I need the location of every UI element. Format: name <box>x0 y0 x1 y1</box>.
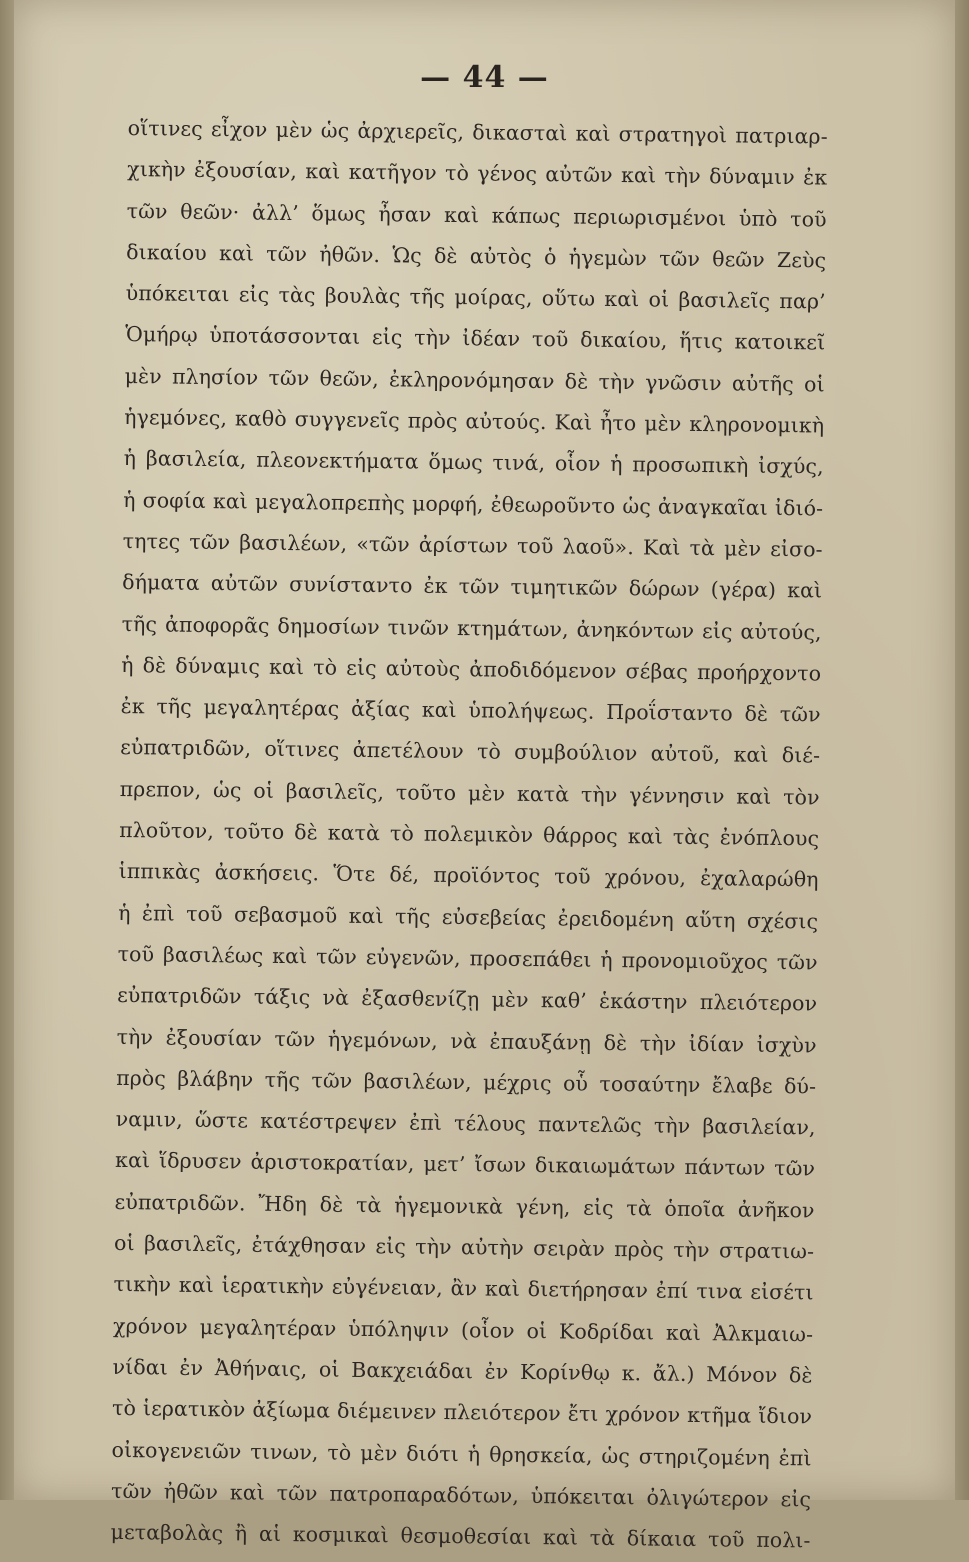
text-line: ἡ βασιλεία, πλεονεκτήματα ὅμως τινά, οἷον ἡ προσωπικὴ ἰσχύς, <box>123 446 824 479</box>
page-number: — 44 — <box>420 60 549 95</box>
text-line: ἡγεμόνες, καθὸ συγγενεῖς πρὸς αὐτούς. Καὶ ἦτο μὲν κληρονομικὴ <box>124 405 825 438</box>
text-line: χικὴν ἐξουσίαν, καὶ κατῆγον τὸ γένος αὐτῶν καὶ τὴν δύναμιν ἐκ <box>127 157 828 190</box>
text-line: πρὸς βλάβην τῆς τῶν βασιλέων, μέχρις οὗ τοσαύτην ἔλαβε δύ- <box>116 1065 817 1099</box>
text-line: εὐπατριδῶν τάξις νὰ ἐξασθενίζῃ μὲν καθ’ ἑκάστην πλειότερον <box>117 983 818 1016</box>
text-line: ἱππικὰς ἀσκήσεις. Ὅτε δέ, προϊόντος τοῦ χρόνου, ἐχαλαρώθη <box>118 859 819 892</box>
text-line: πρεπον, ὡς οἱ βασιλεῖς, τοῦτο μὲν κατὰ τὴν γέννησιν καὶ τὸν <box>119 776 820 810</box>
text-line: ἐκ τῆς μεγαλητέρας ἀξίας καὶ ὑπολήψεως. Προΐσταντο δὲ τῶν <box>120 694 821 727</box>
text-line: εὐπατριδῶν. Ἤδη δὲ τὰ ἡγεμονικὰ γένη, εἰς τὰ ὁποῖα ἀνῆκον <box>114 1189 815 1223</box>
text-line: χρόνον μεγαλητέραν ὑπόληψιν (οἷον οἱ Κοδρίδαι καὶ Ἀλκμαιω- <box>112 1313 814 1347</box>
text-line: τὸ ἱερατικὸν ἀξίωμα διέμεινεν πλειότερον ἔτι χρόνον κτῆμα ἴδιον <box>111 1396 813 1429</box>
text-line: ὑπόκειται εἰς τὰς βουλὰς τῆς μοίρας, οὕτω καὶ οἱ βασιλεῖς παρ’ <box>125 281 826 314</box>
body-text <box>110 108 828 1562</box>
text-line: ναμιν, ὥστε κατέστρεψεν ἐπὶ τέλους παντελῶς τὴν βασιλείαν, <box>115 1107 816 1140</box>
text-line: οἱ βασιλεῖς, ἐτάχθησαν εἰς τὴν αὐτὴν σειρὰν πρὸς τὴν στρατιω- <box>113 1230 815 1264</box>
text-line: πλοῦτον, τοῦτο δὲ κατὰ τὸ πολεμικὸν θάρρος καὶ τὰς ἐνόπλους <box>119 817 820 851</box>
text-line: τικὴν καὶ ἱερατικὴν εὐγένειαν, ἂν καὶ διετήρησαν ἐπί τινα εἰσέτι <box>113 1272 814 1305</box>
text-line: τῶν ἠθῶν καὶ τῶν πατροπαραδότων, ὑπόκειται ὀλιγώτερον εἰς <box>110 1478 812 1512</box>
text-line: οἵτινες εἶχον μὲν ὡς ἀρχιερεῖς, δικασταὶ καὶ στρατηγοὶ πατριαρ- <box>127 115 828 149</box>
text-line: εὐπατριδῶν, οἵτινες ἀπετέλουν τὸ συμβούλιον αὐτοῦ, καὶ διέ- <box>120 735 821 768</box>
text-line: μεταβολὰς ἢ αἱ κοσμικαὶ θεσμοθεσίαι καὶ τὰ δίκαια τοῦ πολι- <box>110 1519 811 1553</box>
text-line: δικαίου καὶ τῶν ἠθῶν. Ὡς δὲ αὐτὸς ὁ ἡγεμὼν τῶν θεῶν Ζεὺς <box>126 239 827 273</box>
text-line: δήματα αὐτῶν συνίσταντο ἐκ τῶν τιμητικῶν δώρων (γέρα) καὶ <box>122 570 823 603</box>
text-line: ἡ δὲ δύναμις καὶ τὸ εἰς αὐτοὺς ἀποδιδόμενον σέβας προήρχοντο <box>121 652 822 686</box>
text-line: Ὁμήρῳ ὑποτάσσονται εἰς τὴν ἰδέαν τοῦ δικαίου, ἥτις κατοικεῖ <box>125 322 826 356</box>
text-line: ἡ ἐπὶ τοῦ σεβασμοῦ καὶ τῆς εὐσεβείας ἐρειδομένη αὕτη σχέσις <box>118 900 819 934</box>
text-line: τῶν θεῶν· ἀλλ’ ὅμως ἦσαν καὶ κάπως περιωρισμένοι ὑπὸ τοῦ <box>126 198 827 232</box>
text-line: καὶ ἵδρυσεν ἀριστοκρατίαν, μετ’ ἴσων δικαιωμάτων πάντων τῶν <box>114 1148 816 1181</box>
text-line: μὲν πλησίον τῶν θεῶν, ἐκληρονόμησαν δὲ τὴν γνῶσιν αὐτῆς οἱ <box>124 363 825 397</box>
text-line: τοῦ βασιλέως καὶ τῶν εὐγενῶν, προσεπάθει ἡ προνομιοῦχος τῶν <box>117 941 818 975</box>
text-line: τὴν ἐξουσίαν τῶν ἡγεμόνων, νὰ ἐπαυξάνῃ δὲ τὴν ἰδίαν ἰσχὺν <box>116 1024 817 1058</box>
text-line: ἡ σοφία καὶ μεγαλοπρεπὴς μορφή, ἐθεωροῦντο ὡς ἀναγκαῖαι ἰδιό- <box>123 487 824 521</box>
text-line: οἰκογενειῶν τινων, τὸ μὲν διότι ἡ θρησκεία, ὡς στηριζομένη ἐπὶ <box>111 1437 812 1470</box>
text-line: τῆς ἀποφορᾶς δημοσίων τινῶν κτημάτων, ἀνηκόντων εἰς αὐτούς, <box>121 611 822 645</box>
text-line: τητες τῶν βασιλέων, «τῶν ἀρίστων τοῦ λαοῦ». Καὶ τὰ μὲν εἰσο- <box>122 528 823 562</box>
text-line: νίδαι ἐν Ἀθήναις, οἱ Βακχειάδαι ἐν Κορίνθῳ κ. ἄλ.) Μόνον δὲ <box>112 1354 813 1388</box>
